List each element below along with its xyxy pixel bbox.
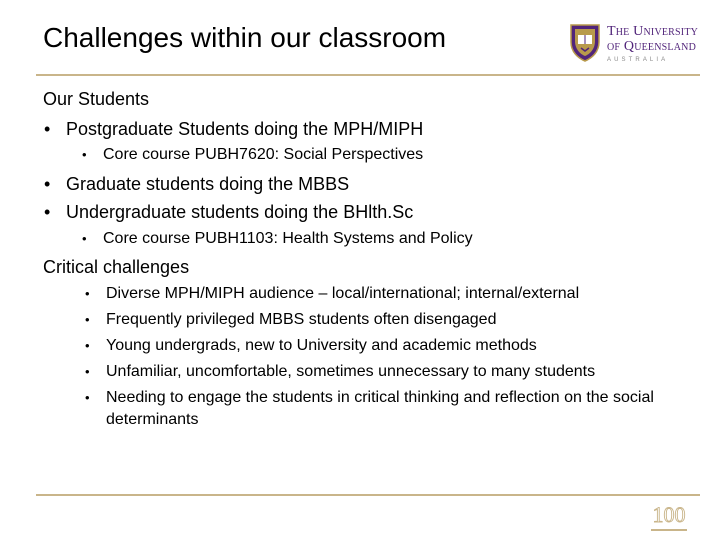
logo-wordmark	[607, 24, 698, 54]
heading-our-students: Our Students	[43, 89, 150, 109]
heading-critical-challenges: Critical challenges	[43, 257, 190, 277]
challenge-bullet: •	[85, 390, 90, 405]
challenge-bullet: •	[85, 364, 90, 379]
footer-divider	[36, 494, 700, 496]
sub-bullet: •	[82, 147, 87, 162]
challenge-item: Frequently privileged MBBS students often disengaged	[106, 311, 497, 328]
challenge-bullet: •	[85, 312, 90, 327]
challenge-bullet: •	[85, 286, 90, 301]
anniversary-badge-icon	[645, 502, 693, 536]
logo-line1: The University	[607, 24, 699, 39]
challenge-bullet: •	[85, 338, 90, 353]
badge-number: 100	[652, 502, 686, 527]
crest-icon	[570, 24, 600, 62]
bullet: •	[44, 119, 51, 139]
student-item-2: Graduate students doing the MBBS	[66, 174, 350, 194]
student-item-3: Undergraduate students doing the BHlth.Sc	[66, 202, 414, 222]
challenge-item: Unfamiliar, uncomfortable, sometimes unnecessary to many students	[106, 363, 596, 380]
logo-line2: of Queensland	[607, 39, 696, 54]
logo-subtitle: AUSTRALIA	[607, 57, 669, 63]
bullet: •	[44, 202, 51, 222]
university-logo	[570, 22, 702, 68]
header-divider	[36, 74, 700, 76]
slide-title: Challenges within our classroom	[43, 22, 447, 53]
bullet: •	[44, 174, 51, 194]
student-item-3-sub: Core course PUBH1103: Health Systems and Policy	[103, 230, 473, 247]
student-item-1: Postgraduate Students doing the MPH/MIPH	[66, 119, 424, 139]
challenge-item: Young undergrads, new to University and academic methods	[106, 337, 537, 354]
student-item-1-sub: Core course PUBH7620: Social Perspectives	[103, 146, 424, 163]
sub-bullet: •	[82, 231, 87, 246]
challenge-item: Diverse MPH/MIPH audience – local/international; internal/external	[106, 285, 580, 302]
challenge-item-emphasis: Needing to engage the students in critical thinking and reflection on the social determinants	[106, 389, 654, 428]
